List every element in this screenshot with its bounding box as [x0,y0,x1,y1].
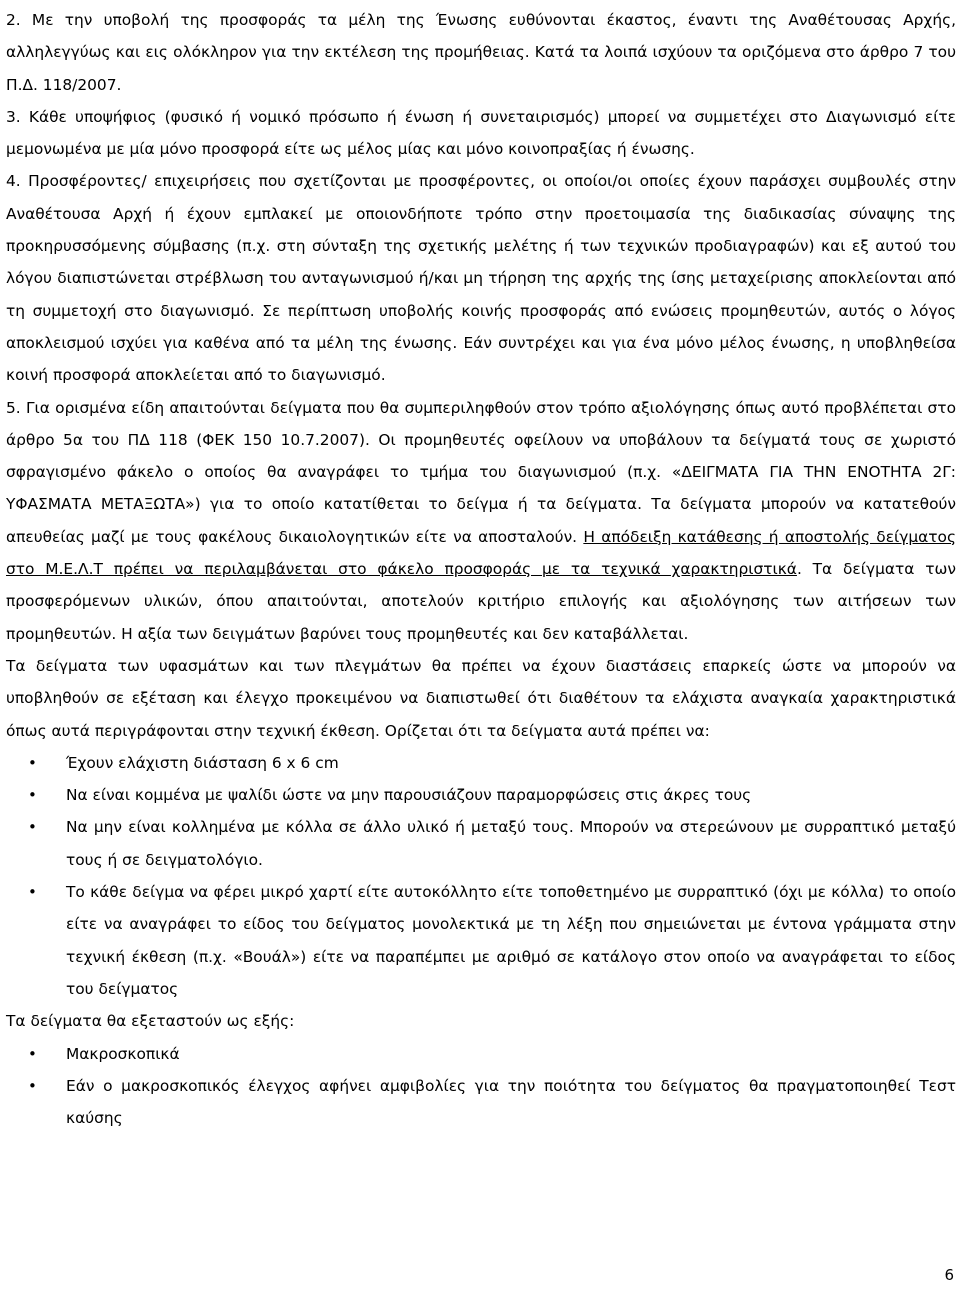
paragraph-5 [6,392,956,650]
requirements-list [6,747,956,1005]
document-page [6,4,956,1134]
paragraph-4: 4. Προσφέροντες/ επιχειρήσεις που σχετίζονται με προσφέροντες, οι οποίοι/οι οποίες έχουν παράσχει συμβουλές στην Αναθέτουσα Αρχή ή έχουν εμπλακεί με οποιονδήποτε τρόπο στην προετοιμασία της διαδικασίας σύναψης της προκηρυσσόμενης σύμβασης (π.χ. στη σύνταξη της σχετικής μελέτης ή των τεχνικών προδιαγραφών) και εξ αυτού του λόγου διαπιστώνεται στρέβλωση του ανταγωνισμού ή/και μη τήρηση της αρχής της ίσης μεταχείρισης αποκλείονται από τη συμμετοχή στο διαγωνισμό. Σε περίπτωση υποβολής κοινής προσφοράς από ενώσεις προμηθευτών, αυτός ο λόγος αποκλεισμού ισχύει για καθένα από τα μέλη της ένωσης. Εάν συντρέχει και για ένα μόνο μέλος ένωσης, η υποβληθείσα κοινή προσφορά αποκλείεται από το διαγωνισμό. [6,172,956,385]
paragraph-3: 3. Κάθε υποψήφιος (φυσικό ή νομικό πρόσωπο ή ένωση ή συνεταιρισμός) μπορεί να συμμετέχει στο Διαγωνισμό είτε μεμονωμένα με μία μόνο προσφορά είτε ως μέλος μίας και μόνο κοινοπραξίας ή ένωσης. [6,107,956,159]
list-item-text: Να είναι κομμένα με ψαλίδι ώστε να μην παρουσιάζουν παραμορφώσεις στις άκρες τους [66,786,752,805]
list-item-text: Έχουν ελάχιστη διάσταση 6 x 6 cm [66,753,339,772]
bullet-icon: • [28,1076,37,1095]
paragraph-5-underlined-text: Η απόδειξη κατάθεσης ή αποστολής δείγματος στο Μ.Ε.Λ.Τ πρέπει να περιλαμβάνεται στο φάκελο προσφοράς με τα τεχνικά χαρακτηριστικά [6,527,956,579]
examination-list [6,1038,956,1135]
list-item [6,811,956,876]
bullet-icon: • [28,883,37,902]
list-item [6,1038,956,1070]
bullet-icon: • [28,1044,37,1063]
paragraph-samples-dimensions: Τα δείγματα των υφασμάτων και των πλεγμάτων θα πρέπει να έχουν διαστάσεις επαρκείς ώστε να μπορούν να υποβληθούν σε εξέταση και έλεγχο προκειμένου να διαπιστωθεί ότι διαθέτουν τα ελάχιστα αναγκαία χαρακτηριστικά όπως αυτά περιγράφονται στην τεχνική έκθεση. Ορίζεται ότι τα δείγματα αυτά πρέπει να: [6,656,956,740]
list-item-text: Το κάθε δείγμα να φέρει μικρό χαρτί είτε αυτοκόλλητο είτε τοποθετημένο με συρραπτικό (όχι με κόλλα) το οποίο είτε να αναγράφει το είδος του δείγματος μονολεκτικά με τη λέξη που σημειώνεται με έντονα γράμματα στην τεχνική έκθεση (π.χ. «Βουάλ») είτε να παραπέμπει με αριθμό σε κατάλογο στον οποίο να αναγράφεται το είδος του δείγματος [66,883,956,998]
bullet-icon: • [28,818,37,837]
paragraph-5-text-b: . Τα δείγματα των προσφερόμενων υλικών, όπου απαιτούνται, αποτελούν κριτήριο επιλογής και αξιολόγησης των αιτήσεων των προμηθευτών. Η αξία των δειγμάτων βαρύνει τους προμηθευτές και δεν καταβάλλεται. [6,560,956,643]
paragraph-5-text-a: 5. Για ορισμένα είδη απαιτούνται δείγματα που θα συμπεριληφθούν στον τρόπο αξιολόγησης όπως αυτό προβλέπεται στο άρθρο 5α του ΠΔ 118 (ΦΕΚ 150 10.7.2007). Οι προμηθευτές οφείλουν να υποβάλουν τα δείγματά τους σε χωριστό σφραγισμένο φάκελο ο οποίος θα αναγράφει το τμήμα του διαγωνισμού (π.χ. «ΔΕΙΓΜΑΤΑ ΓΙΑ ΤΗΝ ΕΝΟΤΗΤΑ 2Γ: ΥΦΑΣΜΑΤΑ ΜΕΤΑΞΩΤΑ») για το οποίο κατατίθεται το δείγμα ή τα δείγματα. Τα δείγματα μπορούν να κατατεθούν απευθείας μαζί με τους φακέλους δικαιολογητικών είτε να αποσταλούν. [6,398,956,546]
bullet-icon: • [28,753,37,772]
list-item-text: Εάν ο μακροσκοπικός έλεγχος αφήνει αμφιβολίες για την ποιότητα του δείγματος θα πραγματοποιηθεί Τεστ καύσης [66,1076,956,1128]
paragraph-2: 2. Με την υποβολή της προσφοράς τα μέλη της Ένωσης ευθύνονται έκαστος, έναντι της Αναθέτουσας Αρχής, αλληλεγγύως και εις ολόκληρον για την εκτέλεση της προμήθειας. Κατά τα λοιπά ισχύουν τα οριζόμενα στο άρθρο 7 του Π.Δ. 118/2007. [6,11,956,94]
list-item [6,747,956,779]
list-item [6,779,956,811]
list-item-text: Μακροσκοπικά [66,1044,180,1063]
paragraph-examination-intro: Τα δείγματα θα εξεταστούν ως εξής: [6,1012,295,1031]
list-item [6,1070,956,1135]
list-item [6,876,956,1005]
list-item-text: Να μην είναι κολλημένα με κόλλα σε άλλο υλικό ή μεταξύ τους. Μπορούν να στερεώνουν με συρραπτικό μεταξύ τους ή σε δειγματολόγιο. [66,818,956,869]
bullet-icon: • [28,786,37,805]
page-number: 6 [944,1266,954,1284]
